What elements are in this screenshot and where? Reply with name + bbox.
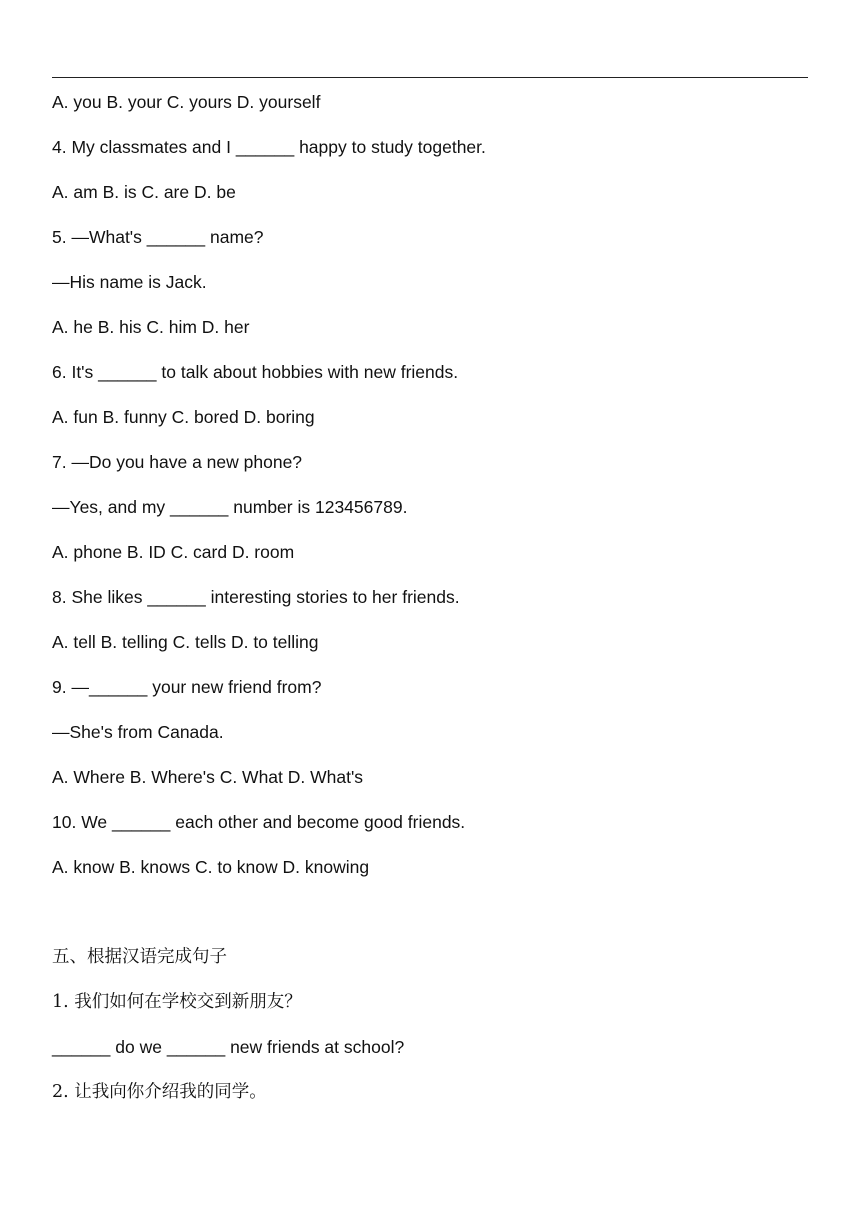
question-5-response: —His name is Jack.	[52, 272, 207, 292]
question-7: 7. —Do you have a new phone?	[52, 452, 303, 472]
section-5-item-2: 2. 让我向你介绍我的同学。	[52, 1082, 267, 1102]
question-4: 4. My classmates and I ______ happy to study together.	[52, 137, 486, 157]
options-q5: A. he B. his C. him D. her	[52, 317, 250, 337]
question-9: 9. —______ your new friend from?	[52, 677, 322, 697]
question-10: 10. We ______ each other and become good friends.	[52, 812, 466, 832]
header-rule	[52, 77, 808, 78]
options-q6: A. fun B. funny C. bored D. boring	[52, 407, 315, 427]
options-q9: A. Where B. Where's C. What D. What's	[52, 767, 364, 787]
options-q7: A. phone B. ID C. card D. room	[52, 542, 295, 562]
options-q10: A. know B. knows C. to know D. knowing	[52, 857, 370, 877]
question-list	[52, 89, 812, 1124]
section-5-item-1: 1. 我们如何在学校交到新朋友？	[52, 992, 302, 1012]
options-q4: A. am B. is C. are D. be	[52, 182, 236, 202]
options-q8: A. tell B. telling C. tells D. to telling	[52, 632, 319, 652]
question-6: 6. It's ______ to talk about hobbies with new friends.	[52, 362, 459, 382]
question-7-response: —Yes, and my ______ number is 123456789.	[52, 497, 408, 517]
spacer	[52, 899, 812, 944]
question-9-response: —She's from Canada.	[52, 722, 224, 742]
section-5-item-1-blank: ______ do we ______ new friends at school?	[52, 1037, 405, 1057]
question-8: 8. She likes ______ interesting stories to her friends.	[52, 587, 460, 607]
question-5: 5. —What's ______ name?	[52, 227, 264, 247]
options-q3: A. you B. your C. yours D. yourself	[52, 92, 321, 112]
section-5-heading: 五、根据汉语完成句子	[52, 947, 227, 967]
